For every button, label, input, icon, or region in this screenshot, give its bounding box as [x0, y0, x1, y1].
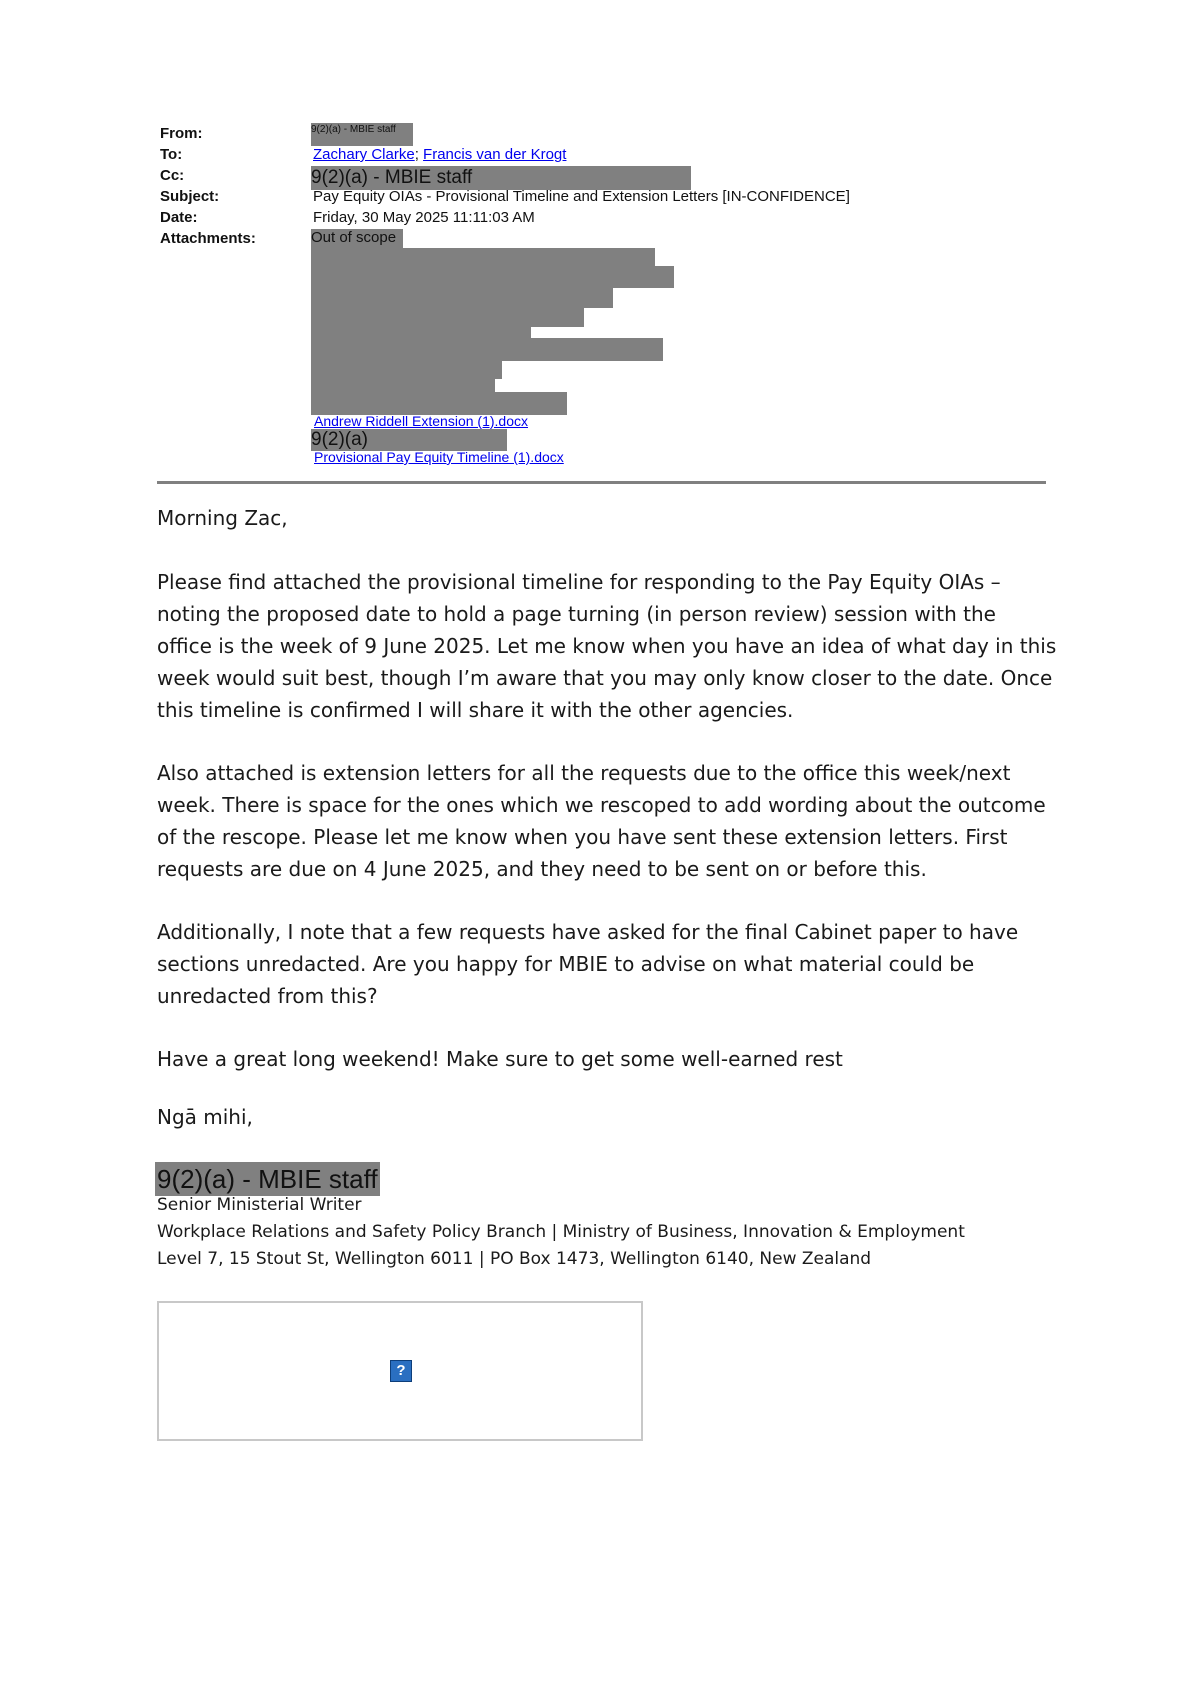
attachments-redaction-label: Out of scope — [311, 229, 403, 249]
signature-image-placeholder — [157, 1301, 643, 1441]
paragraph-text: Additionally, I note that a few requests have asked for the final Cabinet paper to have sections unredacted. Are you happy for MBIE to advise on what material could be unredacted from this? — [157, 920, 1019, 1008]
redaction-bar — [311, 287, 613, 308]
email-closing: Ngā mihi, — [157, 1105, 253, 1129]
paragraph-text: Have a great long weekend! Make sure to get some well-earned rest — [157, 1047, 843, 1071]
attachment-redaction: 9(2)(a) — [311, 429, 507, 451]
redaction-bar — [311, 378, 495, 393]
signature-address: Level 7, 15 Stout St, Wellington 6011 | PO Box 1473, Wellington 6140, New Zealand — [157, 1249, 872, 1269]
signature-org: Workplace Relations and Safety Policy Branch | Ministry of Business, Innovation & Employment — [157, 1222, 965, 1242]
date-value: Friday, 30 May 2025 11:11:03 AM — [313, 209, 535, 226]
recipient-separator: ; — [414, 146, 419, 163]
header-divider — [157, 481, 1046, 484]
cc-label: Cc: — [160, 167, 185, 184]
attachment-link[interactable]: Andrew Riddell Extension (1).docx — [314, 413, 528, 429]
signature-title: Senior Ministerial Writer — [157, 1195, 362, 1215]
recipient-link[interactable]: Francis van der Krogt — [423, 146, 567, 163]
email-paragraph — [157, 566, 1057, 726]
from-redaction: 9(2)(a) - MBIE staff — [311, 123, 413, 146]
paragraph-text: Also attached is extension letters for all the requests due to the office this week/next week. There is space for the ones which we rescoped to add wording about the outcome of the rescope. Please let me know when you have sent these extension letters. First requests are due on 4 June 2025, and they need to be sent on or before this. — [157, 761, 1046, 881]
signature-name-redaction: 9(2)(a) - MBIE staff — [157, 1164, 378, 1194]
paragraph-text: Please find attached the provisional timeline for responding to the Pay Equity OIAs – noting the proposed date to hold a page turning (in person review) session with the office is the week of 9 June 2025. Let me know when you have an idea of what day in this week would suit best, though I’m aware that you may only know closer to the date. Once this timeline is confirmed I will share it with the other agencies. — [157, 570, 1057, 722]
redaction-bar — [311, 360, 502, 379]
recipient-link[interactable]: Zachary Clarke — [313, 146, 415, 163]
email-paragraph — [157, 1043, 1057, 1075]
redaction-bar — [311, 248, 655, 267]
redaction-bar — [311, 266, 674, 288]
from-label: From: — [160, 125, 203, 142]
to-label: To: — [160, 146, 183, 163]
redaction-bar — [311, 392, 567, 415]
cc-redaction: 9(2)(a) - MBIE staff — [311, 166, 691, 190]
broken-image-icon: ? — [390, 1360, 412, 1382]
subject-value: Pay Equity OIAs - Provisional Timeline and Extension Letters [IN-CONFIDENCE] — [313, 188, 850, 205]
redaction-bar — [311, 307, 584, 327]
attachment-link[interactable]: Provisional Pay Equity Timeline (1).docx — [314, 449, 564, 465]
email-paragraph — [157, 757, 1057, 885]
to-recipients — [313, 146, 566, 163]
subject-label: Subject: — [160, 188, 220, 205]
email-greeting: Morning Zac, — [157, 506, 288, 530]
date-label: Date: — [160, 209, 198, 226]
redaction-bar — [311, 338, 663, 361]
attachments-label: Attachments: — [160, 230, 256, 247]
email-paragraph — [157, 916, 1057, 1012]
